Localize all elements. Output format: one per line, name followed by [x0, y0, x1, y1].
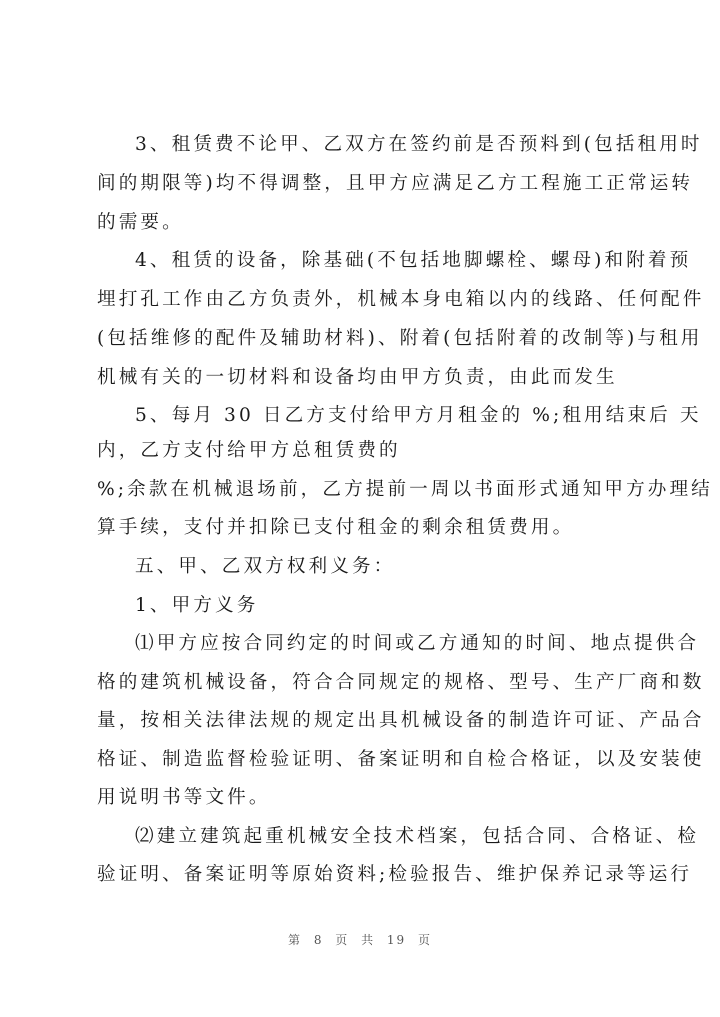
paragraph-line: 格的建筑机械设备，符合合同规定的规格、型号、生产厂商和数	[97, 672, 705, 693]
paragraph-line: 4、租赁的设备，除基础(不包括地脚螺栓、螺母)和附着预	[135, 250, 692, 271]
page-number-footer: 第 8 页 共 19 页	[288, 933, 432, 947]
paragraph-line: 内，乙方支付给甲方总租赁费的	[97, 440, 401, 461]
paragraph-line: %;余款在机械退场前，乙方提前一周以书面形式通知甲方办理结	[97, 479, 713, 500]
paragraph-line: 5、每月 30 日乙方支付给甲方月租金的 %;租用结束后 天	[135, 405, 702, 426]
paragraph-line: 间的期限等)均不得调整，且甲方应满足乙方工程施工正常运转	[97, 173, 694, 194]
paragraph-line: 3、租赁费不论甲、乙双方在签约前是否预料到(包括租用时	[135, 134, 703, 155]
paragraph-line: 量，按相关法律法规的规定出具机械设备的制造许可证、产品合	[97, 710, 705, 731]
paragraph-line: 算手续，支付并扣除已支付租金的剩余租赁费用。	[97, 517, 575, 538]
paragraph-line: (包括维修的配件及辅助材料)、附着(包括附着的改制等)与租用	[97, 328, 703, 349]
paragraph-line: 的需要。	[97, 212, 184, 233]
paragraph-line: 用说明书等文件。	[97, 787, 271, 808]
paragraph-line: 格证、制造监督检验证明、备案证明和自检合格证，以及安装使	[97, 749, 705, 770]
subsection-heading: 1、甲方义务	[135, 595, 259, 616]
paragraph-line: 机械有关的一切材料和设备均由甲方负责，由此而发生	[97, 367, 618, 388]
paragraph-line: ⑴甲方应按合同约定的时间或乙方通知的时间、地点提供合	[135, 633, 700, 654]
paragraph-line: ⑵建立建筑起重机械安全技术档案，包括合同、合格证、检	[135, 826, 700, 847]
section-heading: 五、甲、乙双方权利义务：	[135, 556, 396, 577]
paragraph-line: 埋打孔工作由乙方负责外，机械本身电箱以内的线路、任何配件	[97, 289, 705, 310]
paragraph-line: 验证明、备案证明等原始资料;检验报告、维护保养记录等运行	[97, 864, 693, 885]
